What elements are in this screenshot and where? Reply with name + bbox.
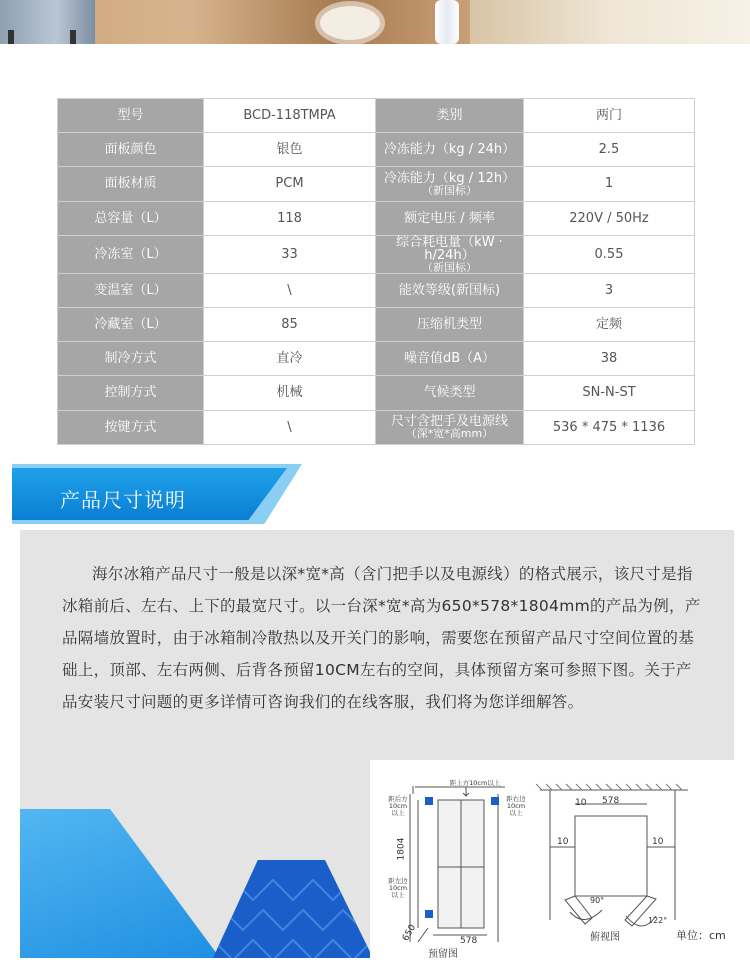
spec-key: 冷藏室（L）	[94, 317, 167, 333]
spec-key-cell	[58, 235, 204, 273]
note-back-line: 距后方	[388, 795, 408, 803]
spec-value-cell	[524, 273, 695, 307]
spec-value-cell	[204, 342, 376, 376]
spec-key-cell	[58, 410, 204, 444]
spec-key-cell	[58, 307, 204, 341]
spec-value-cell	[524, 410, 695, 444]
spec-value: 33	[281, 246, 298, 262]
note-left	[382, 878, 414, 899]
spec-key: 额定电压 / 频率	[404, 210, 495, 226]
hero-photo-strip	[0, 0, 750, 44]
spec-table-body	[58, 99, 695, 445]
spec-key-cell	[376, 273, 524, 307]
spec-key: 型号	[117, 108, 144, 124]
section-description: 海尔冰箱产品尺寸一般是以深*宽*高（含门把手以及电源线）的格式展示，该尺寸是指冰箱前后、左右、上下的最宽尺寸。以一台深*宽*高为650*578*1804mm的产品为例，产品隔墙放置时，由于冰箱制冷散热以及开关门的影响，需要您在预留产品尺寸空间位置的基础上，顶部、左右两侧、后背各预留10CM左右的空间，具体预留方案可参照下图。关于产品安装尺寸问题的更多详情可咨询我们的在线客服，我们将为您详细解答。	[62, 565, 701, 711]
note-back	[382, 796, 414, 817]
spec-key-cell	[376, 342, 524, 376]
spec-key: 能效等级(新国标)	[398, 282, 501, 298]
unit-label: 单位：cm	[676, 929, 726, 942]
spec-key-sub: （深*宽*高mm）	[405, 427, 494, 441]
note-back-line: 以上	[391, 809, 405, 817]
section-title: 产品尺寸说明	[60, 488, 186, 512]
top-width-label: 578	[602, 796, 620, 806]
spec-key: 冷冻能力（kg / 24h）	[383, 142, 516, 158]
table-row	[58, 167, 695, 201]
table-row	[58, 201, 695, 235]
spec-value-cell	[204, 376, 376, 410]
table-row	[58, 342, 695, 376]
spec-key-sub: （新国标）	[422, 183, 477, 197]
front-height-label: 1804	[396, 837, 407, 861]
note-top: 距上方10cm以上	[449, 779, 501, 787]
spec-key: 制冷方式	[104, 351, 157, 367]
spec-value-cell	[204, 410, 376, 444]
spec-key-sub: （新国标）	[422, 260, 477, 274]
spec-key: 按键方式	[104, 419, 157, 435]
spec-value: 38	[600, 351, 618, 367]
spec-key-cell	[376, 99, 524, 133]
spec-key: 噪音值dB（A）	[403, 351, 496, 367]
spec-value-cell	[204, 273, 376, 307]
spec-value: 1	[604, 176, 614, 192]
spec-value: 536 * 475 * 1136	[552, 419, 666, 435]
spec-key-cell	[376, 201, 524, 235]
spec-value: 0.55	[594, 246, 624, 262]
spec-value: 机械	[276, 385, 303, 401]
spec-key-cell	[58, 273, 204, 307]
spec-key: 总容量（L）	[94, 210, 167, 226]
spec-value: PCM	[275, 176, 304, 192]
spec-value: BCD-118TMPA	[243, 108, 336, 124]
table-row	[58, 133, 695, 167]
spec-value-cell	[524, 307, 695, 341]
fridge-photo	[0, 0, 95, 44]
spec-value-cell	[524, 133, 695, 167]
spec-key-cell	[58, 342, 204, 376]
table-row	[58, 235, 695, 273]
fridge-leg	[70, 30, 76, 44]
spec-key: 冷冻室（L）	[94, 246, 167, 262]
spec-value: 220V / 50Hz	[569, 210, 649, 226]
spec-value: 银色	[276, 142, 303, 158]
table-row	[58, 376, 695, 410]
spec-value-cell	[204, 167, 376, 201]
table-row	[58, 99, 695, 133]
spec-key: 尺寸含把手及电源线	[390, 414, 508, 430]
front-width-label: 578	[460, 936, 478, 946]
spec-value: 定频	[595, 317, 622, 333]
wall-photo	[470, 0, 750, 44]
spec-value-cell	[204, 133, 376, 167]
spec-key-cell	[58, 201, 204, 235]
spec-value: 直冷	[276, 351, 303, 367]
spec-value: 85	[281, 317, 298, 333]
note-left-line: 以上	[391, 891, 405, 899]
spec-value-cell	[524, 342, 695, 376]
spec-key-cell	[58, 99, 204, 133]
spec-value-cell	[524, 201, 695, 235]
spec-value: \	[287, 419, 292, 435]
vase-photo	[435, 0, 459, 44]
top-fridge-outline	[575, 816, 647, 896]
note-right-line: 10cm	[506, 802, 526, 810]
plate-photo	[320, 6, 380, 40]
spec-key: 面板材质	[104, 176, 157, 192]
note-left-line: 10cm	[388, 884, 408, 892]
spec-value: \	[287, 282, 292, 298]
right-angle-label: 122°	[648, 916, 668, 925]
spec-key-cell	[376, 410, 524, 444]
left-gap-label: 10	[557, 837, 569, 847]
spec-value: 3	[604, 282, 614, 298]
front-caption: 预留图	[428, 949, 458, 960]
front-depth-label: 650	[400, 923, 419, 943]
spec-key: 气候类型	[423, 385, 476, 401]
spec-key: 冷冻能力（kg / 12h）	[383, 170, 516, 186]
spec-key-cell	[376, 376, 524, 410]
spec-key: 面板颜色	[104, 142, 157, 158]
table-row	[58, 307, 695, 341]
spec-key: 压缩机类型	[416, 317, 482, 333]
spec-value-cell	[524, 376, 695, 410]
spec-value-cell	[204, 201, 376, 235]
note-right	[500, 796, 532, 817]
note-back-line: 10cm	[388, 802, 408, 810]
spec-value-cell	[524, 235, 695, 273]
spec-table	[57, 98, 695, 445]
note-left-line: 距左边	[388, 877, 408, 885]
spec-key-cell	[376, 235, 524, 273]
spec-value: 两门	[595, 108, 622, 124]
spec-key: 控制方式	[104, 385, 157, 401]
spec-value: 118	[277, 210, 302, 226]
note-right-line: 以上	[509, 809, 523, 817]
spec-key: 综合耗电量（kW · h/24h）	[396, 234, 503, 263]
spec-key-cell	[376, 307, 524, 341]
spec-value-cell	[524, 99, 695, 133]
spec-key-cell	[58, 167, 204, 201]
spec-value-cell	[204, 99, 376, 133]
spec-value: SN-N-ST	[582, 385, 636, 401]
table-row	[58, 273, 695, 307]
spec-key-cell	[58, 133, 204, 167]
left-angle-label: 90°	[590, 896, 605, 905]
spec-key-cell	[58, 376, 204, 410]
spec-key-cell	[376, 133, 524, 167]
note-right-line: 距右边	[506, 795, 526, 803]
top-gap-label: 10	[575, 798, 587, 808]
spec-key-cell	[376, 167, 524, 201]
fridge-leg	[8, 30, 14, 44]
spec-value-cell	[204, 307, 376, 341]
top-caption: 俯视图	[590, 932, 620, 943]
table-row	[58, 410, 695, 444]
right-gap-label: 10	[652, 837, 664, 847]
spec-key: 类别	[436, 108, 463, 124]
spec-value-cell	[204, 235, 376, 273]
spec-key: 变温室（L）	[94, 282, 167, 298]
spec-value-cell	[524, 167, 695, 201]
spec-value: 2.5	[598, 142, 620, 158]
